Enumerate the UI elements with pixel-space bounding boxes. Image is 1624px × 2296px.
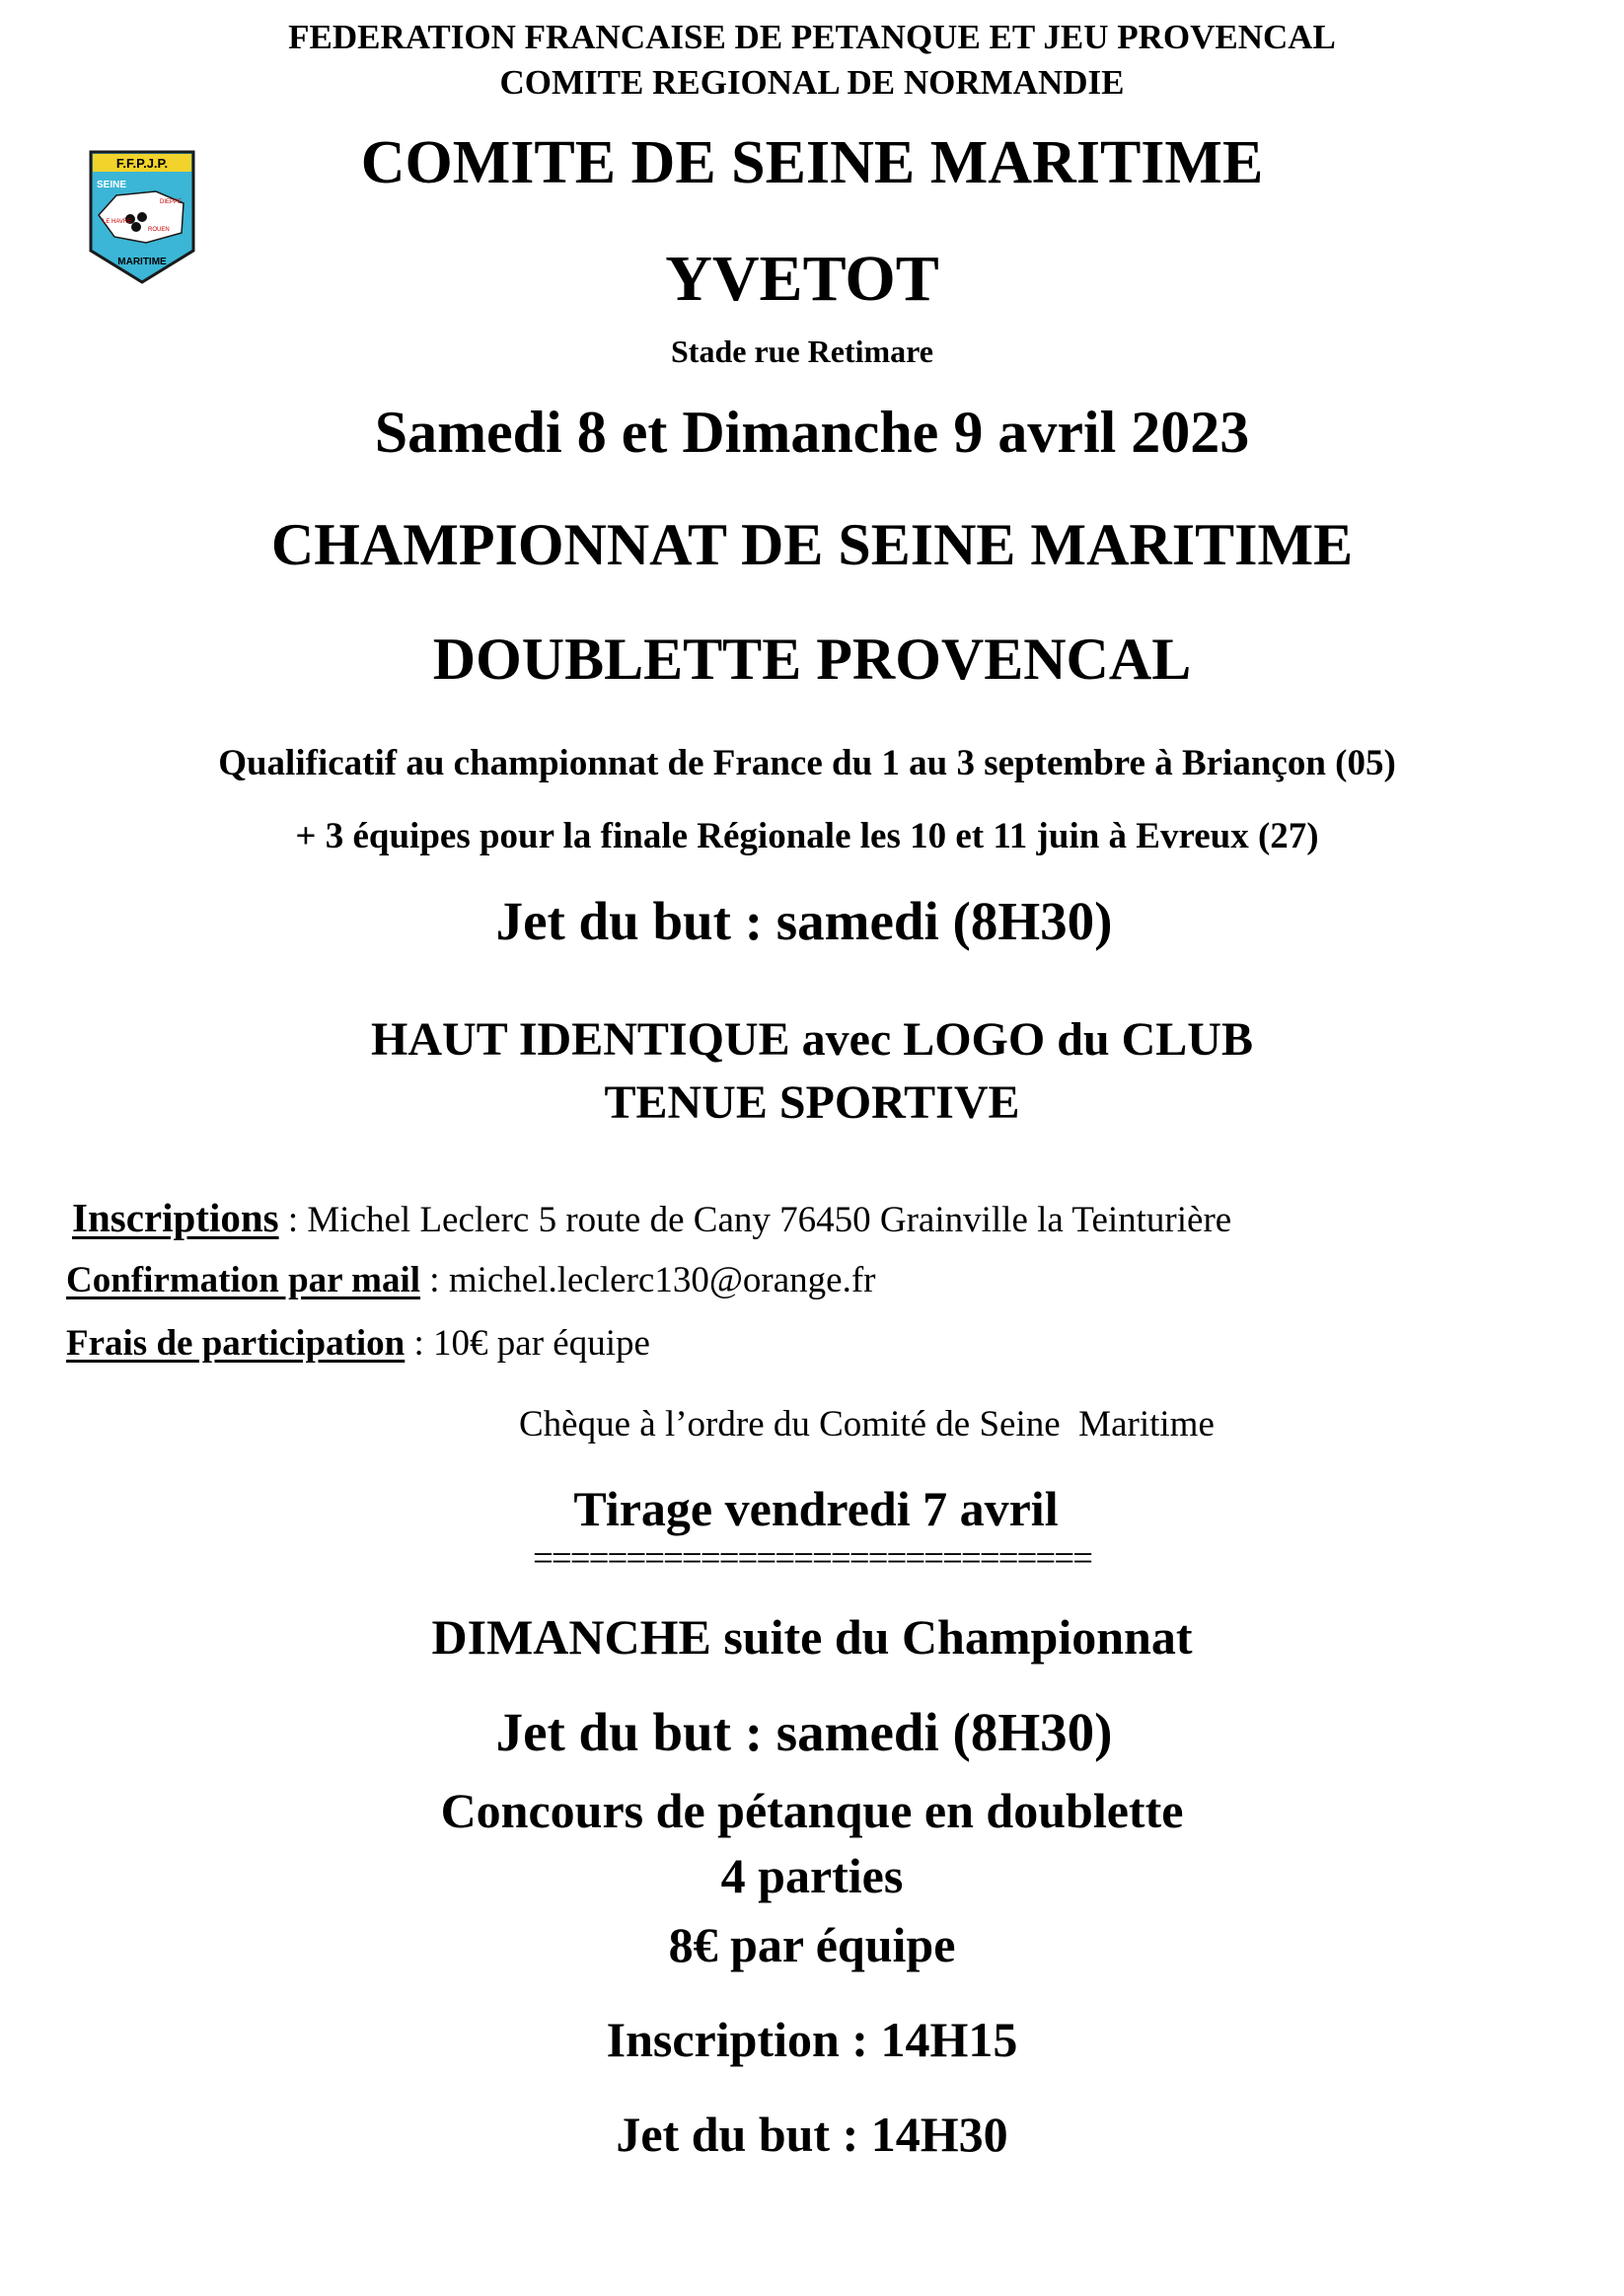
cheque-note: Chèque à l’ordre du Comité de Seine Maritime [519,1404,1215,1444]
boule-icon [137,212,147,222]
regional-committee: COMITE REGIONAL DE NORMANDIE [499,63,1125,102]
sunday-games: 4 parties [720,1848,904,1903]
sunday-contest-start: Jet du but : 14H30 [616,2107,1008,2162]
sunday-heading: DIMANCHE suite du Championnat [431,1609,1193,1665]
logo-town-3: ROUEN [148,227,170,233]
championship-title: CHAMPIONNAT DE SEINE MARITIME [270,512,1354,577]
logo-bottom-label: MARITIME [117,257,167,267]
logo-town-2: LE HAVRE [103,219,132,225]
sunday-contest: Concours de pétanque en doublette [440,1783,1184,1838]
regional-final-line: + 3 équipes pour la finale Régionale les 10 et 11 juin à Evreux (27) [295,816,1319,856]
confirmation-row: Confirmation par mail : michel.leclerc130@orange.fr [66,1260,876,1300]
fees-label: Frais de participation [66,1323,406,1364]
format-title: DOUBLETTE PROVENCAL [432,627,1192,692]
city-title: YVETOT [665,243,939,315]
venue: Stade rue Retimare [671,333,933,369]
logo-title: F.F.P.J.P. [115,156,169,171]
inscriptions-row: Inscriptions : Michel Leclerc 5 route de Cany 76450 Grainville la Teinturière [72,1195,1232,1240]
federation-name: FEDERATION FRANCAISE DE PETANQUE ET JEU PROVENCAL [288,18,1336,56]
sunday-fee: 8€ par équipe [668,1917,956,1972]
logo-town-1: DIEPPE [160,199,183,205]
confirmation-email: michel.leclerc130@orange.fr [448,1260,876,1300]
inscriptions-value: Michel Leclerc 5 route de Cany 76450 Grainville la Teinturière [307,1200,1232,1240]
sunday-start-time: Jet du but : samedi (8H30) [495,1702,1113,1762]
sunday-registration: Inscription : 14H15 [606,2012,1018,2067]
event-dates: Samedi 8 et Dimanche 9 avril 2023 [374,400,1250,465]
confirmation-label: Confirmation par mail [66,1260,421,1300]
boule-icon [131,222,141,232]
dress-code-1: HAUT IDENTIQUE avec LOGO du CLUB [371,1013,1253,1066]
dress-code-2: TENUE SPORTIVE [604,1076,1020,1129]
fees-value: 10€ par équipe [433,1323,650,1364]
inscriptions-label: Inscriptions [72,1195,279,1240]
fees-row: Frais de participation : 10€ par équipe [66,1323,650,1364]
draw-date: Tirage vendredi 7 avril [573,1481,1059,1536]
logo-top-label: SEINE [97,180,127,190]
start-time: Jet du but : samedi (8H30) [495,891,1113,951]
qualifier-line: Qualificatif au championnat de France du 1 au 3 septembre à Briançon (05) [218,743,1396,783]
separator-line: ============================== [532,1538,1091,1579]
committee-title: COMITE DE SEINE MARITIME [360,129,1264,196]
